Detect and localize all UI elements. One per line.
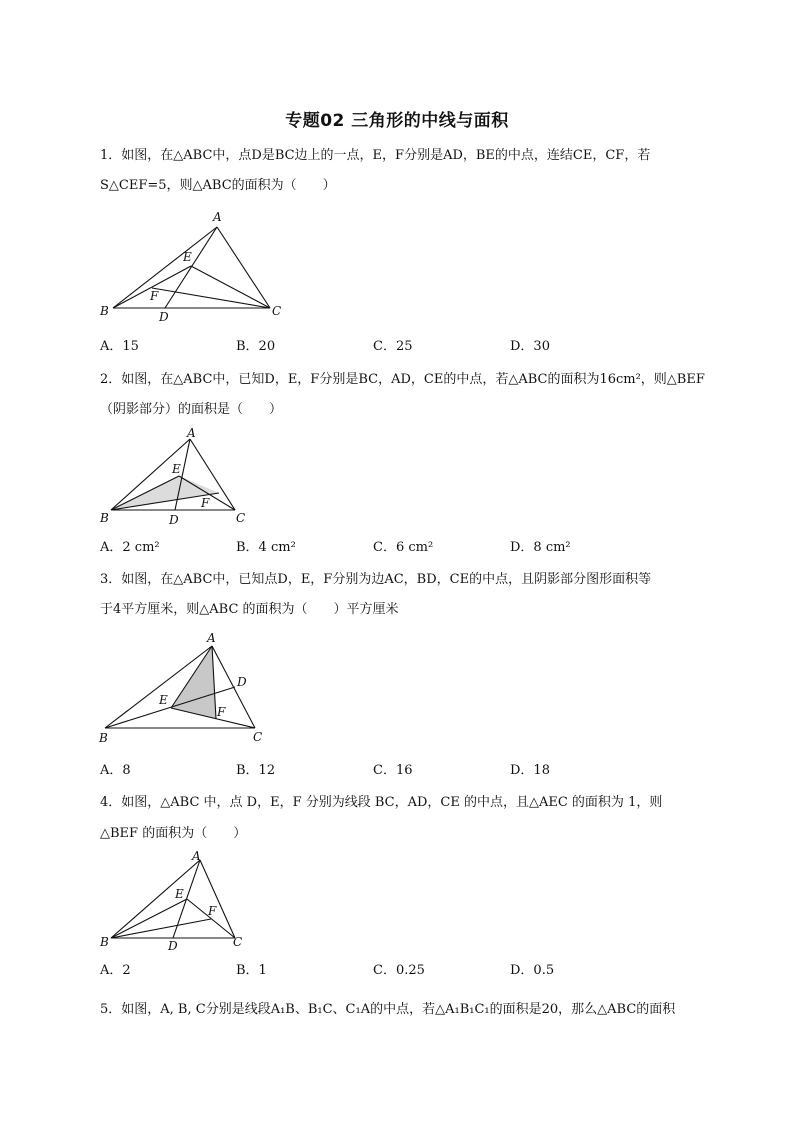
q1-label-c: C — [272, 304, 282, 318]
q1-option-d[interactable]: D．30 — [510, 339, 550, 354]
q3-label-c: C — [253, 730, 263, 744]
q4-segment-bf — [111, 919, 211, 938]
q2-label-a: A — [187, 426, 196, 440]
q1-option-c[interactable]: C．25 — [373, 339, 413, 354]
question-4-text-line2: △BEF 的面积为（ ） — [100, 826, 247, 841]
q1-side-ac — [217, 227, 270, 308]
question-1-figure — [95, 205, 295, 325]
q3-option-b[interactable]: B．12 — [236, 763, 276, 778]
q4-option-a[interactable]: A．2 — [100, 963, 131, 978]
question-3-figure — [95, 628, 275, 748]
q3-label-a: A — [207, 631, 216, 645]
question-4-figure — [95, 848, 255, 958]
question-3-text-line2: 于4平方厘米，则△ABC 的面积为（ ）平方厘米 — [100, 602, 399, 617]
q1-label-e: E — [183, 250, 192, 264]
question-1-text-line2: S△CEF=5，则△ABC的面积为（ ） — [100, 178, 336, 193]
q2-label-b: B — [100, 511, 109, 525]
q1-label-b: B — [100, 304, 109, 318]
q2-option-c[interactable]: C．6 cm² — [373, 540, 434, 555]
question-2-text-line1: 2．如图，在△ABC中，已知D，E，F分别是BC，AD，CE的中点，若△ABC的面积为16cm²，则△BEF — [100, 372, 705, 387]
q2-label-d: D — [169, 513, 179, 527]
question-4-text-line1: 4．如图，△ABC 中，点 D，E，F 分别为线段 BC，AD，CE 的中点，且△AEC 的面积为 1，则 — [100, 795, 663, 810]
q4-label-a: A — [192, 849, 201, 863]
q4-option-b[interactable]: B．1 — [236, 963, 267, 978]
q4-side-ac — [200, 860, 235, 938]
q4-label-e: E — [175, 887, 184, 901]
q2-label-c: C — [236, 511, 246, 525]
q4-label-d: D — [168, 939, 178, 953]
q3-label-f: F — [217, 705, 226, 719]
q1-label-a: A — [213, 210, 222, 224]
q1-label-d: D — [159, 310, 169, 324]
q2-option-a[interactable]: A．2 cm² — [100, 540, 160, 555]
q3-label-d: D — [237, 675, 247, 689]
question-3-text-line1: 3．如图，在△ABC中，已知点D，E，F分别为边AC，BD，CE的中点，且阴影部分图形面积等 — [100, 572, 652, 587]
question-5-text-line1: 5．如图，A, B, C分别是线段A₁B、B₁C、C₁A的中点，若△A₁B₁C₁的面积是20，那么△ABC的面积 — [100, 1002, 676, 1017]
q3-option-d[interactable]: D．18 — [510, 763, 550, 778]
q2-option-d[interactable]: D．8 cm² — [510, 540, 571, 555]
question-2-figure — [95, 425, 255, 530]
q1-option-b[interactable]: B．20 — [236, 339, 276, 354]
q1-label-f: F — [150, 289, 159, 303]
question-2-text-line2: （阴影部分）的面积是（ ） — [100, 402, 283, 417]
q1-median-ad — [165, 227, 217, 308]
q1-option-a[interactable]: A．15 — [100, 339, 139, 354]
q2-side-ac — [190, 439, 235, 510]
q2-option-b[interactable]: B．4 cm² — [236, 540, 296, 555]
question-1-text-line1: 1．如图，在△ABC中，点D是BC边上的一点，E，F分别是AD，BE的中点，连结CE，CF，若 — [100, 148, 651, 163]
q3-label-b: B — [99, 731, 108, 745]
page-title: 专题02 三角形的中线与面积 — [285, 111, 509, 131]
q2-label-f: F — [201, 496, 210, 510]
q4-option-d[interactable]: D．0.5 — [510, 963, 555, 978]
q3-label-e: E — [159, 693, 168, 707]
q4-label-f: F — [208, 904, 217, 918]
q2-label-e: E — [172, 462, 181, 476]
q3-option-a[interactable]: A．8 — [100, 763, 131, 778]
q3-option-c[interactable]: C．16 — [373, 763, 413, 778]
q3-shaded-triangle-aef — [171, 646, 216, 719]
q4-label-b: B — [100, 935, 109, 949]
q4-label-c: C — [233, 935, 243, 949]
q4-option-c[interactable]: C．0.25 — [373, 963, 425, 978]
